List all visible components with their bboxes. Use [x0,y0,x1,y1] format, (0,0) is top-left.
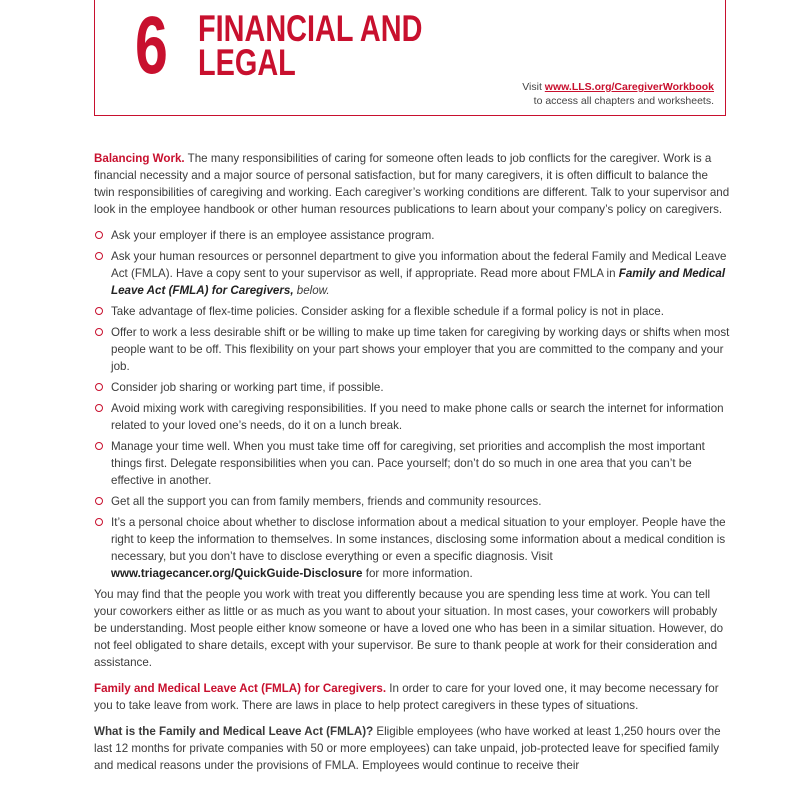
fmla-what-paragraph [94,723,730,774]
visit-suffix: to access all chapters and worksheets. [533,95,714,107]
chapter-title [198,8,423,83]
list-item: Take advantage of flex-time policies. Consider asking for a flexible schedule if a formal policy is not in place. [94,303,730,320]
intro-paragraph [94,150,730,218]
fmla-what-text: Eligible employees (who have worked at least 1,250 hours over the last 12 months for private companies with 50 or more employees) can take unpaid, job-protected leave for specified family and medical reasons under the provisions of FMLA. Employees would continue to receive their [94,725,721,772]
balancing-work-heading: Balancing Work. [94,152,185,165]
bullet-circle-icon [95,252,103,260]
fmla-reference: Family and Medical Leave Act (FMLA) for Caregivers, [111,267,726,297]
tips-list [94,227,730,582]
list-item: Manage your time well. When you must take time off for caregiving, set priorities and accomplish the most important things first. Delegate responsibilities when you can. Pace yourself; don’t do so much in one area that you can’t be effective in another. [94,438,730,489]
fmla-heading: Family and Medical Leave Act (FMLA) for Caregivers. [94,682,387,695]
chapter-number: 6 [135,0,168,91]
triage-cancer-link[interactable]: www.triagecancer.org/QuickGuide-Disclosure [111,567,363,580]
bullet-circle-icon [95,442,103,450]
list-item: Ask your employer if there is an employee assistance program. [94,227,730,244]
bullet-circle-icon [95,497,103,505]
list-item: Ask your human resources or personnel department to give you information about the federal Family and Medical Leave Act (FMLA). Have a copy sent to your supervisor as well, if appropriate. Read more about FMLA in Family and Medical Leave Act (FMLA) for Caregivers, below. [94,248,730,299]
intro-text: The many responsibilities of caring for someone often leads to job conflicts for the caregiver. Work is a financial necessity and a major source of personal satisfaction, but for many caregivers, it is often difficult to balance the twin responsibilities of caregiving and working. Each caregiver’s working conditions are different. Talk to your supervisor and look in the employee handbook or other human resources publications to learn about your company’s policy on caregivers. [94,152,730,216]
bullet-circle-icon [95,328,103,336]
chapter-title-line-1: FINANCIAL AND [198,8,423,49]
list-item: Offer to work a less desirable shift or be willing to make up time taken for caregiving by working days or shifts when most people want to be off. This flexibility on your part shows your employer that you are committed to the company and your job. [94,324,730,375]
fmla-text: In order to care for your loved one, it may become necessary for you to take leave from work. There are laws in place to help protect caregivers in these types of situations. [94,682,719,712]
main-content [94,150,730,783]
list-item: It’s a personal choice about whether to disclose information about a medical situation to your employer. People have the right to keep the information to themselves. In some instances, disclosing some information about a medical condition is necessary, but you don’t have to disclose everything or even a specific diagnosis. Visit www.triagecancer.org/QuickGuide-Disclosure for more information. [94,514,730,582]
bullet-circle-icon [95,518,103,526]
fmla-what-heading: What is the Family and Medical Leave Act (FMLA)? [94,725,374,738]
coworkers-paragraph: You may find that the people you work with treat you differently because you are spending less time at work. You can tell your coworkers either as little or as much as you want to about your situation. In most cases, your coworkers will probably be understanding. Most people either know someone or have a loved one who has been in a similar situation. However, do not feel obligated to share details, except with your supervisor. Be sure to thank people at work for their consideration and assistance. [94,588,724,669]
bullet-circle-icon [95,307,103,315]
bullet-circle-icon [95,404,103,412]
visit-note [522,80,714,108]
bullet-circle-icon [95,231,103,239]
fmla-paragraph [94,680,730,714]
workbook-link[interactable]: www.LLS.org/CaregiverWorkbook [544,81,714,93]
list-item: Consider job sharing or working part time, if possible. [94,379,730,396]
chapter-title-line-2: LEGAL [198,42,296,83]
list-item: Get all the support you can from family members, friends and community resources. [94,493,730,510]
visit-prefix: Visit [522,81,545,93]
bullet-circle-icon [95,383,103,391]
list-item: Avoid mixing work with caregiving responsibilities. If you need to make phone calls or search the internet for information related to your loved one’s needs, do it on a lunch break. [94,400,730,434]
